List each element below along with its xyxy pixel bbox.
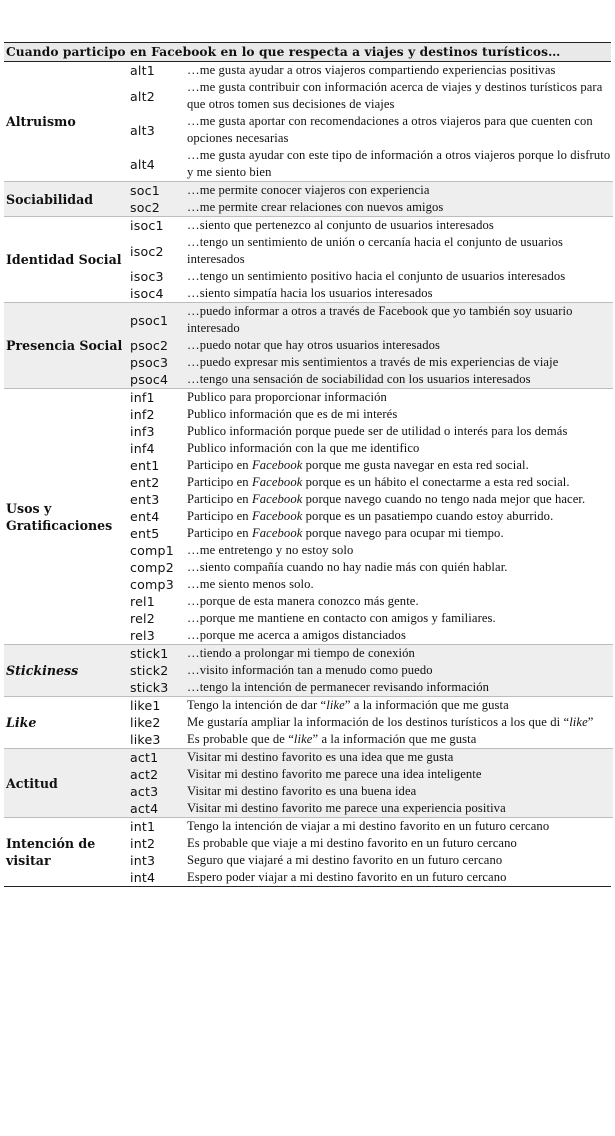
item-code: psoc3 [130,354,187,371]
item-text-emphasis: Facebook [251,475,303,489]
item-code: ent4 [130,509,160,524]
item-text: …me permite conocer viajeros con experiencia [187,182,613,200]
table-row [4,697,613,715]
item-code: ent5 [130,526,160,541]
item-text: …tengo una sensación de sociabilidad con los usuarios interesados [187,371,613,389]
item-text: Seguro que viajaré a mi destino favorito en un futuro cercano [187,853,503,867]
table-row [4,303,613,338]
item-text [187,457,613,474]
item-code: comp2 [130,560,174,575]
item-code: int3 [130,853,156,868]
item-text: Visitar mi destino favorito me parece una experiencia positiva [187,800,613,818]
item-text-emphasis: Facebook [251,492,303,506]
item-text-emphasis: Facebook [251,509,303,523]
item-code: act1 [130,749,187,767]
item-code: psoc1 [130,303,187,338]
item-text: …tengo un sentimiento positivo hacia el conjunto de usuarios interesados [187,269,566,283]
item-text-emphasis: like [569,715,588,729]
item-text: …siento simpatía hacia los usuarios interesados [187,286,433,300]
item-code: act2 [130,766,187,783]
item-code: like2 [130,715,161,730]
table-row [4,62,613,79]
item-code: int1 [130,818,187,836]
item-text [187,731,613,749]
table-row [4,182,613,200]
item-code: int2 [130,836,156,851]
item-text [187,525,613,542]
item-text-prefix: Participo en [187,509,252,523]
item-code: comp3 [130,577,174,592]
table-header [4,42,611,62]
category-label: Intención de visitar [4,818,130,887]
item-code: isoc3 [130,269,164,284]
item-code: inf4 [130,441,155,456]
item-text [187,697,613,715]
item-text-suffix: porque me gusta navegar en esta red social. [302,458,529,472]
category-label: Like [4,697,130,749]
item-code: act3 [130,783,187,800]
item-text-emphasis: Facebook [251,458,303,472]
item-text: Publico información que es de mi interés [187,407,398,421]
item-code: rel3 [130,628,155,643]
item-text: …puedo notar que hay otros usuarios interesados [187,337,613,354]
category-label: Presencia Social [4,303,130,389]
item-text: …visito información tan a menudo como puedo [187,662,613,679]
item-text: …tiendo a prolongar mi tiempo de conexión [187,645,613,663]
item-code: inf3 [130,424,155,439]
item-text: …porque me acerca a amigos distanciados [187,628,406,642]
bottom-rule [4,886,611,887]
item-text: …porque me mantiene en contacto con amigos y familiares. [187,611,496,625]
item-text: Visitar mi destino favorito es una idea que me gusta [187,749,613,767]
item-code: act4 [130,800,187,818]
item-code: ent2 [130,475,160,490]
item-text: Espero poder viajar a mi destino favorito en un futuro cercano [187,870,507,884]
item-text: …puedo informar a otros a través de Facebook que yo también soy usuario interesado [187,303,613,338]
item-text: Publico para proporcionar información [187,389,613,407]
item-text [187,491,613,508]
item-code: ent3 [130,492,160,507]
item-code: psoc4 [130,371,187,389]
item-text [187,508,613,525]
item-text-prefix: Es probable que de “ [187,732,294,746]
item-code: soc1 [130,182,187,200]
item-code: isoc2 [130,243,164,259]
table-body [4,62,613,886]
item-code: comp1 [130,543,174,558]
table-row [4,645,613,663]
table-row [4,389,613,407]
item-text: …tengo un sentimiento de unión o cercanía hacia el conjunto de usuarios interesados [187,235,564,266]
item-text: …me siento menos solo. [187,577,314,591]
item-text-emphasis: Facebook [251,526,303,540]
item-text: Tengo la intención de viajar a mi destino favorito en un futuro cercano [187,818,613,836]
item-text: …siento que pertenezco al conjunto de usuarios interesados [187,217,613,235]
item-text-suffix: porque navego para ocupar mi tiempo. [302,526,504,540]
item-code: inf1 [130,389,187,407]
item-text-prefix: Participo en [187,475,252,489]
item-code: isoc4 [130,286,164,301]
item-code: rel2 [130,611,155,626]
item-text: Visitar mi destino favorito es una buena idea [187,783,613,800]
table-title: Cuando participo en Facebook en lo que respecta a viajes y destinos turísticos… [6,45,561,59]
item-code: alt2 [130,88,155,104]
category-label: Actitud [4,749,130,818]
item-code: ent1 [130,458,160,473]
item-code: alt1 [130,63,155,78]
item-text [187,474,613,491]
table-row [4,818,613,836]
item-code: rel1 [130,594,155,609]
item-text-suffix: porque es un pasatiempo cuando estoy aburrido. [302,509,554,523]
item-code: isoc1 [130,217,187,235]
item-text-prefix: Participo en [187,526,252,540]
item-text: …siento compañía cuando no hay nadie más con quién hablar. [187,560,508,574]
category-label: Sociabilidad [4,182,130,217]
item-code: psoc2 [130,337,187,354]
item-text-prefix: Tengo la intención de dar “ [187,698,327,712]
item-text: Visitar mi destino favorito me parece una idea inteligente [187,766,613,783]
item-code: like3 [130,732,161,747]
item-code: stick2 [130,662,187,679]
item-code: int4 [130,870,156,885]
item-text-suffix: porque es un hábito el conectarme a esta red social. [302,475,570,489]
item-text-suffix: porque navego cuando no tengo nada mejor que hacer. [302,492,586,506]
item-text-suffix: ” a la información que me gusta [312,732,477,746]
category-label: Altruismo [6,114,76,129]
item-code: stick1 [130,645,187,663]
item-text: …tengo la intención de permanecer revisando información [187,679,613,697]
item-text-emphasis: like [293,732,313,746]
table-row [4,217,613,235]
category-label: Stickiness [4,645,130,697]
item-code: inf2 [130,407,155,422]
item-table [4,62,613,886]
item-code: alt3 [130,122,155,138]
item-code: alt4 [130,156,155,172]
item-code: like1 [130,697,187,715]
item-text-prefix: Participo en [187,492,252,506]
item-text: …me gusta aportar con recomendaciones a otros viajeros para que cuenten con opciones necesarias [187,114,593,145]
item-text [187,714,613,731]
item-code: soc2 [130,199,187,217]
item-text: …puedo expresar mis sentimientos a través de mis experiencias de viaje [187,354,613,371]
item-text-prefix: Me gustaría ampliar la información de los destinos turísticos a los que di “ [187,715,570,729]
item-text: …me entretengo y no estoy solo [187,543,354,557]
item-text: Publico información con la que me identifico [187,441,420,455]
table-row [4,749,613,767]
item-text: …me gusta ayudar con este tipo de información a otros viajeros porque lo disfruto y me siento bien [187,148,611,179]
item-text-suffix: ” [587,715,594,729]
item-text: …porque de esta manera conozco más gente. [187,594,419,608]
item-text: …me gusta contribuir con información acerca de viajes y destinos turísticos para que otros tomen sus decisiones de viajes [187,80,603,111]
category-label: Identidad Social [4,217,130,303]
category-label: Usos y Gratificaciones [4,389,130,645]
item-text-prefix: Participo en [187,458,252,472]
scale-table [4,42,611,887]
item-text: Es probable que viaje a mi destino favorito en un futuro cercano [187,836,517,850]
item-text: Publico información porque puede ser de utilidad o interés para los demás [187,424,568,438]
item-text-suffix: ” a la información que me gusta [344,698,509,712]
item-text: …me gusta ayudar a otros viajeros compartiendo experiencias positivas [187,63,556,77]
item-text-emphasis: like [326,698,345,712]
item-text: …me permite crear relaciones con nuevos amigos [187,199,613,217]
item-code: stick3 [130,679,187,697]
